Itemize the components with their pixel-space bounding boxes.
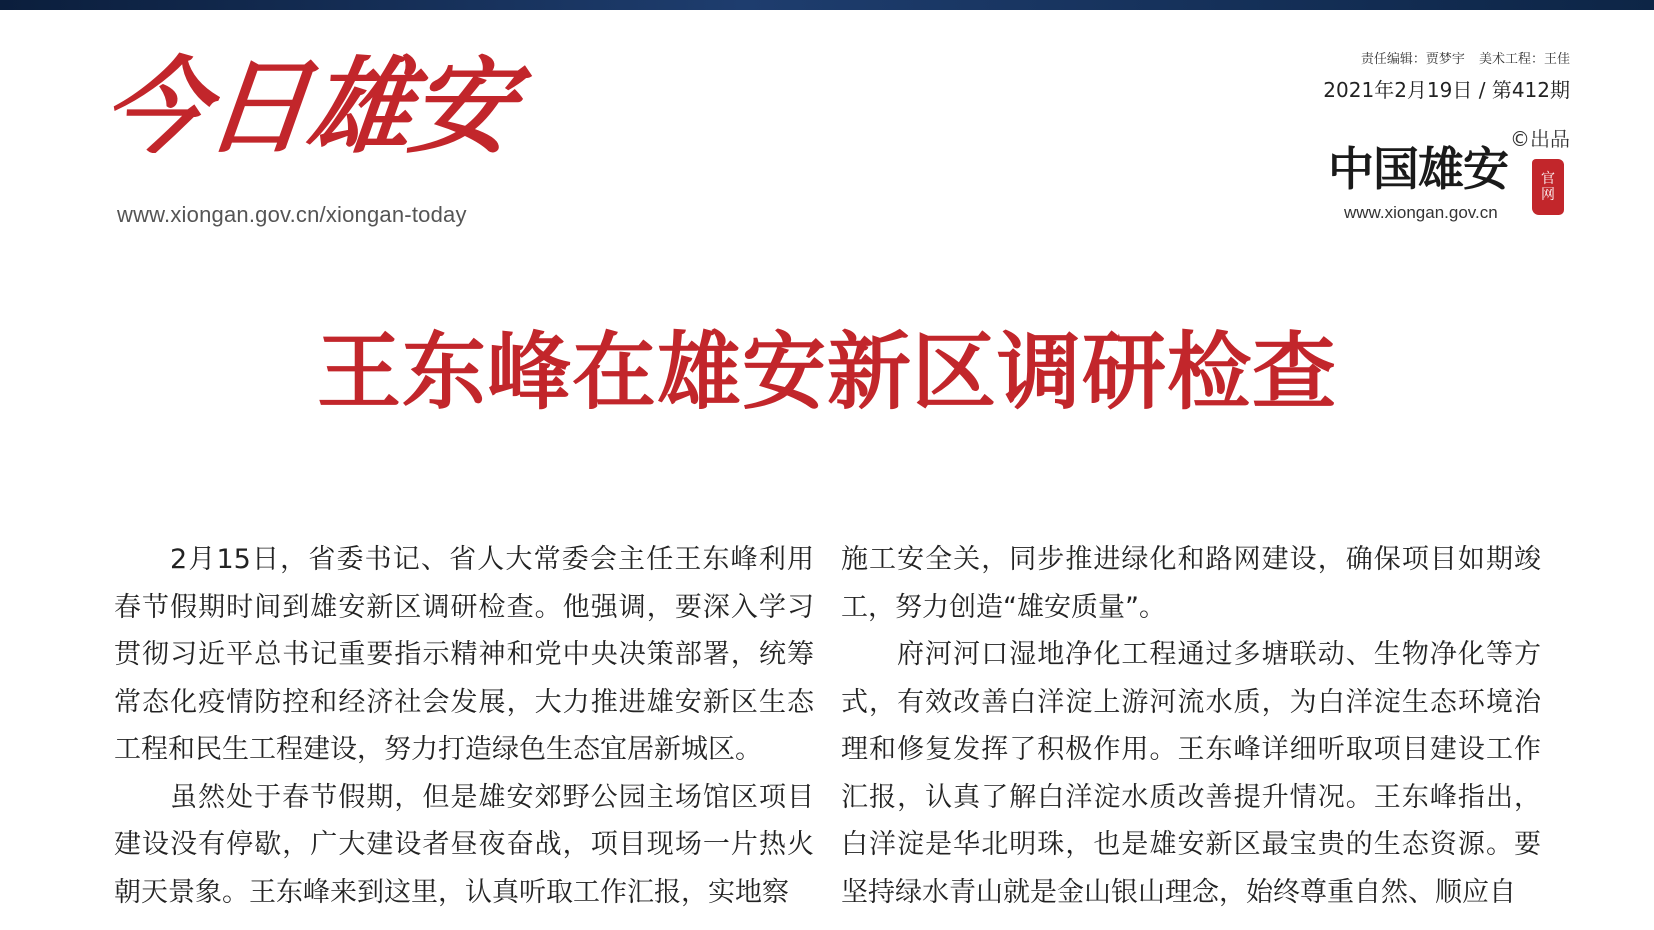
brand-logo: 中国雄安 [1328,142,1508,196]
paragraph: 施工安全关，同步推进绿化和路网建设，确保项目如期竣工，努力创造“雄安质量”。 [841,544,1541,623]
brand-url: www.xiongan.gov.cn [1344,203,1498,222]
seal-char: 官 [1541,171,1555,187]
editor-credits [1361,48,1570,67]
masthead-logo: 今日雄安 [97,45,519,168]
paragraph: 虽然处于春节假期，但是雄安郊野公园主场馆区项目建设没有停歇，广大建设者昼夜奋战，项目现场一片热火朝天景象。王东峰来到这里，认真听取工作汇报，实地察 [114,781,814,908]
article-column-left [114,536,814,916]
article-column-right [841,536,1541,916]
seal-icon [1532,159,1564,215]
paragraph: 府河河口湿地净化工程通过多塘联动、生物净化等方式，有效改善白洋淀上游河流水质，为白洋淀生态环境治理和修复发挥了积极作用。王东峰详细听取项目建设工作汇报，认真了解白洋淀水质改善提升情况。王东峰指出，白洋淀是华北明珠，也是雄安新区最宝贵的生态资源。要坚持绿水青山就是金山银山理念，始终尊重自然、顺应自 [841,639,1541,908]
seal-char: 网 [1541,187,1555,203]
masthead-url: www.xiongan.gov.cn/xiongan-today [117,202,467,227]
produced-by: ©出品 [1510,127,1570,151]
top-banner-bar [0,0,1654,10]
issue-date: 2021年2月19日 / 第412期 [1323,78,1570,102]
art-credit: 美术工程：王佳 [1478,52,1570,67]
editor-credit: 责任编辑：贾梦宇 [1360,52,1465,67]
paragraph: 2月15日，省委书记、省人大常委会主任王东峰利用春节假期时间到雄安新区调研检查。他强调，要深入学习贯彻习近平总书记重要指示精神和党中央决策部署，统筹常态化疫情防控和经济社会发展，大力推进雄安新区生态工程和民生工程建设，努力打造绿色生态宜居新城区。 [114,544,814,765]
article-headline: 王东峰在雄安新区调研检查 [316,322,1337,421]
